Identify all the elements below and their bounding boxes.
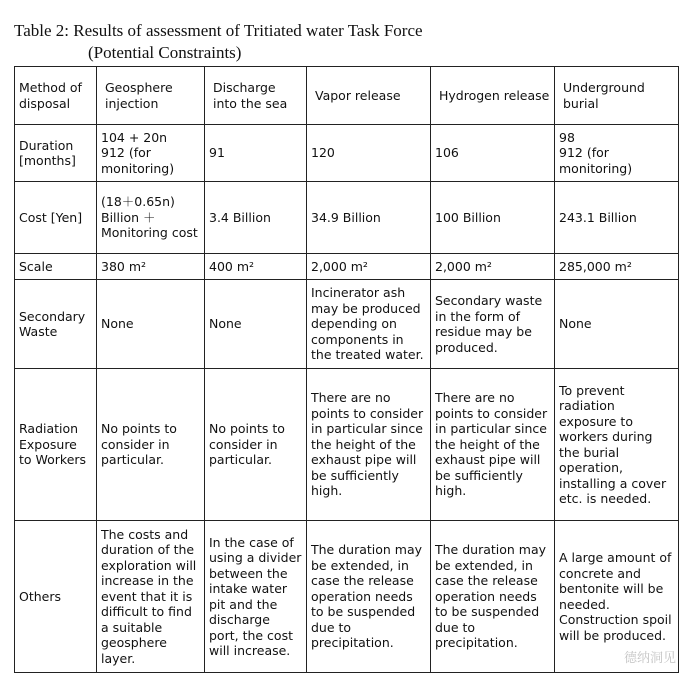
row-label: Secondary Waste bbox=[15, 280, 97, 369]
table-cell: To prevent radiation exposure to workers during the burial operation, installing a cover etc. is needed. bbox=[555, 369, 679, 521]
table-row-cost bbox=[15, 182, 679, 254]
table-cell: 98 912 (for monitoring) bbox=[555, 125, 679, 182]
table-cell: Secondary waste in the form of residue may be produced. bbox=[431, 280, 555, 369]
table-cell: 380 m² bbox=[97, 254, 205, 280]
table-row-scale bbox=[15, 254, 679, 280]
table-cell: Incinerator ash may be produced depending on components in the treated water. bbox=[307, 280, 431, 369]
table-cell: 91 bbox=[205, 125, 307, 182]
row-label: Radiation Exposure to Workers bbox=[15, 369, 97, 521]
watermark: 德纳洞见 bbox=[623, 651, 676, 666]
table-cell: No points to consider in particular. bbox=[97, 369, 205, 521]
table-cell: 285,000 m² bbox=[555, 254, 679, 280]
table-cell: None bbox=[555, 280, 679, 369]
table-cell: (18＋0.65n) Billion ＋ Monitoring cost bbox=[97, 182, 205, 254]
table-cell: 3.4 Billion bbox=[205, 182, 307, 254]
table-cell: None bbox=[97, 280, 205, 369]
table-header-row bbox=[15, 67, 679, 125]
table-cell: 2,000 m² bbox=[431, 254, 555, 280]
table-cell: None bbox=[205, 280, 307, 369]
table-cell: In the case of using a divider between the intake water pit and the discharge port, the cost will increase. bbox=[205, 521, 307, 673]
assessment-table bbox=[14, 66, 679, 673]
table-row-duration bbox=[15, 125, 679, 182]
row-label: Cost [Yen] bbox=[15, 182, 97, 254]
table-cell: The duration may be extended, in case the release operation needs to be suspended due to precipitation. bbox=[307, 521, 431, 673]
table-cell: A large amount of concrete and bentonite will be needed. Construction spoil will be produced. bbox=[555, 521, 679, 673]
table-cell: 120 bbox=[307, 125, 431, 182]
table-cell: There are no points to consider in particular since the height of the exhaust pipe will be sufficiently high. bbox=[431, 369, 555, 521]
row-label: Duration [months] bbox=[15, 125, 97, 182]
caption-line-1: Table 2: Results of assessment of Tritiated water Task Force bbox=[14, 21, 423, 40]
row-label: Others bbox=[15, 521, 97, 673]
header-cell-hydrogen: Hydrogen release bbox=[431, 67, 555, 125]
header-cell-geosphere: Geosphere injection bbox=[97, 67, 205, 125]
table-row-secondary-waste bbox=[15, 280, 679, 369]
table-cell: 100 Billion bbox=[431, 182, 555, 254]
header-cell-method: Method of disposal bbox=[15, 67, 97, 125]
caption-line-2: (Potential Constraints) bbox=[88, 43, 242, 62]
header-cell-vapor: Vapor release bbox=[307, 67, 431, 125]
table-row-others bbox=[15, 521, 679, 673]
header-cell-underground: Underground burial bbox=[555, 67, 679, 125]
table-cell: 400 m² bbox=[205, 254, 307, 280]
table-cell: No points to consider in particular. bbox=[205, 369, 307, 521]
table-cell: There are no points to consider in particular since the height of the exhaust pipe will be sufficiently high. bbox=[307, 369, 431, 521]
table-cell: The costs and duration of the exploration will increase in the event that it is difficult to find a suitable geosphere layer. bbox=[97, 521, 205, 673]
table-cell: 243.1 Billion bbox=[555, 182, 679, 254]
row-label: Scale bbox=[15, 254, 97, 280]
table-cell: 104 + 20n 912 (for monitoring) bbox=[97, 125, 205, 182]
table-caption bbox=[14, 20, 423, 64]
header-cell-discharge: Discharge into the sea bbox=[205, 67, 307, 125]
table-cell: 34.9 Billion bbox=[307, 182, 431, 254]
table-cell: 106 bbox=[431, 125, 555, 182]
table-row-radiation-exposure bbox=[15, 369, 679, 521]
table-cell: 2,000 m² bbox=[307, 254, 431, 280]
table-cell: The duration may be extended, in case the release operation needs to be suspended due to precipitation. bbox=[431, 521, 555, 673]
